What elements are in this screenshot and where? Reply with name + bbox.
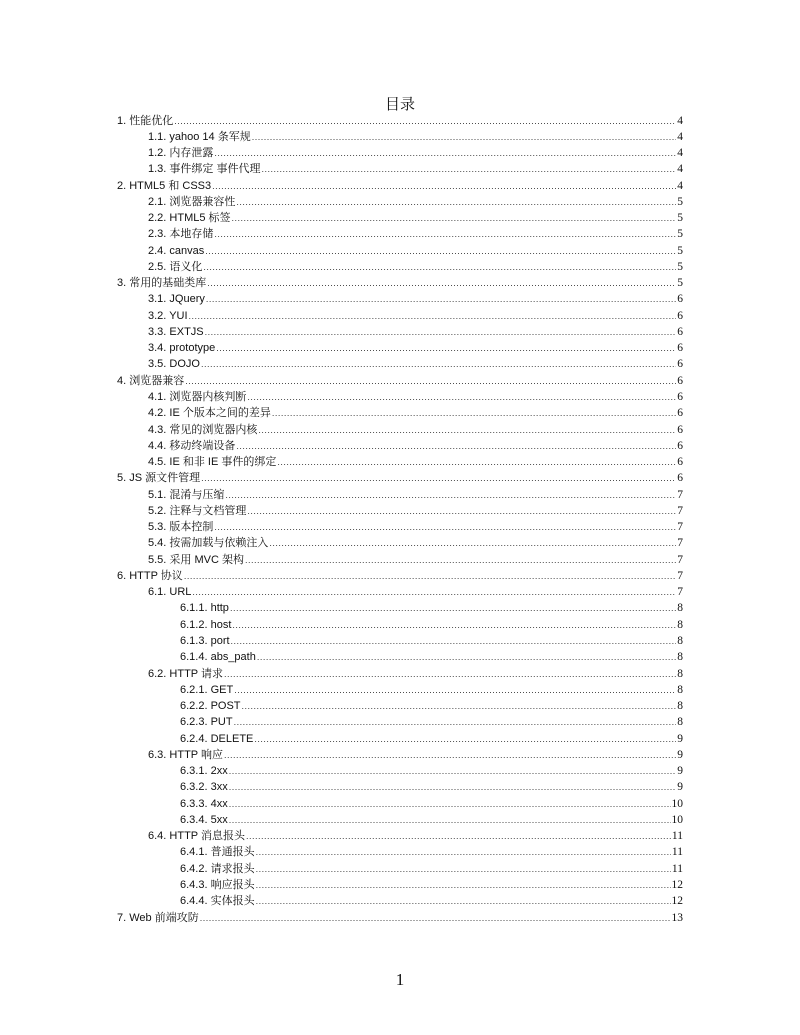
toc-entry-page: 7: [677, 537, 683, 550]
toc-entry-label: 6.3.4. 5xx: [180, 813, 228, 826]
toc-entry-label: 2.3. 本地存储: [148, 228, 214, 241]
dot-leader: [234, 714, 677, 730]
dot-leader: [174, 113, 676, 129]
toc-entry-page: 5: [677, 212, 683, 225]
toc-entry[interactable]: [117, 763, 683, 779]
toc-entry[interactable]: [117, 275, 683, 291]
toc-entry-page: 10: [671, 797, 683, 810]
toc-entry-page: 8: [677, 700, 683, 713]
toc-entry-page: 12: [671, 895, 683, 908]
toc-entry-label: 3.1. JQuery: [148, 293, 205, 306]
dot-leader: [256, 844, 671, 860]
toc-entry-label: 2.2. HTML5 标签: [148, 212, 231, 225]
toc-entry-page: 13: [671, 911, 683, 924]
toc-entry-page: 6: [677, 423, 683, 436]
toc-entry-label: 5.5. 采用 MVC 架构: [148, 553, 244, 566]
toc-entry-page: 8: [677, 667, 683, 680]
toc-entry[interactable]: [117, 356, 683, 372]
dot-leader: [185, 373, 676, 389]
toc-entry-label: 6.1.3. port: [180, 635, 230, 647]
dot-leader: [236, 194, 676, 210]
toc-entry-label: 4.4. 移动终端设备: [148, 439, 236, 452]
dot-leader: [214, 226, 676, 242]
dot-leader: [224, 666, 676, 682]
toc-entry[interactable]: [117, 129, 683, 145]
toc-entry-page: 6: [677, 439, 683, 452]
toc-entry-label: 1.1. yahoo 14 条军规: [148, 130, 251, 143]
toc-entry-label: 4.2. IE 个版本之间的差异: [148, 407, 271, 420]
toc-entry-label: 6.3.2. 3xx: [180, 781, 228, 794]
toc-entry[interactable]: [117, 568, 683, 584]
toc-entry-label: 4. 浏览器兼容: [117, 374, 185, 387]
toc-entry-label: 6.4.4. 实体报头: [180, 895, 255, 908]
dot-leader: [205, 324, 677, 340]
dot-leader: [212, 178, 676, 194]
dot-leader: [236, 438, 676, 454]
toc-entry[interactable]: [117, 324, 683, 340]
toc-entry-page: 8: [677, 635, 683, 647]
toc-entry[interactable]: [117, 714, 683, 730]
toc-entry-page: 5: [677, 195, 683, 208]
toc-entry-label: 6.2.3. PUT: [180, 716, 233, 729]
toc-entry-label: 3. 常用的基础类库: [117, 277, 207, 290]
toc-entry[interactable]: [117, 796, 683, 812]
toc-entry[interactable]: [117, 210, 683, 226]
toc-entry-page: 8: [677, 683, 683, 696]
dot-leader: [201, 470, 676, 486]
toc-entry[interactable]: [117, 535, 683, 551]
toc-entry-page: 5: [677, 228, 683, 241]
toc-entry-label: 4.1. 浏览器内核判断: [148, 391, 247, 404]
toc-entry-label: 1.2. 内存泄露: [148, 147, 214, 160]
dot-leader: [252, 129, 677, 145]
dot-leader: [254, 731, 676, 747]
toc-entry-label: 6. HTTP 协议: [117, 569, 183, 582]
toc-entry[interactable]: [117, 291, 683, 307]
dot-leader: [257, 649, 676, 665]
toc-entry-page: 4: [677, 114, 683, 127]
toc-entry[interactable]: [117, 666, 683, 682]
dot-leader: [200, 910, 671, 926]
toc-entry-page: 9: [677, 765, 683, 778]
toc-entry[interactable]: [117, 633, 683, 649]
toc-entry[interactable]: [117, 779, 683, 795]
toc-entry-page: 6: [677, 456, 683, 469]
dot-leader: [234, 682, 676, 698]
dot-leader: [214, 519, 676, 535]
toc-entry[interactable]: [117, 503, 683, 519]
toc-entry-label: 5. JS 源文件管理: [117, 472, 201, 485]
toc-entry[interactable]: [117, 405, 683, 421]
toc-entry-page: 7: [677, 553, 683, 566]
toc-entry-page: 7: [677, 586, 683, 599]
dot-leader: [229, 812, 671, 828]
toc-entry-label: 5.3. 版本控制: [148, 521, 214, 534]
toc-entry-label: 7. Web 前端攻防: [117, 911, 199, 924]
toc-entry[interactable]: [117, 698, 683, 714]
dot-leader: [184, 568, 676, 584]
dot-leader: [242, 698, 677, 714]
toc-entry-label: 6.2.2. POST: [180, 700, 241, 713]
toc-entry-page: 8: [677, 602, 683, 615]
dot-leader: [256, 893, 671, 909]
toc-entry-page: 11: [671, 862, 683, 875]
toc-entry-label: 6.3. HTTP 响应: [148, 748, 223, 761]
toc-entry[interactable]: [117, 389, 683, 405]
toc-entry[interactable]: [117, 194, 683, 210]
toc-entry-label: 6.3.3. 4xx: [180, 797, 228, 810]
toc-entry-page: 7: [677, 504, 683, 517]
toc-entry-label: 6.2.4. DELETE: [180, 732, 254, 745]
toc-entry-label: 2.4. canvas: [148, 244, 205, 257]
dot-leader: [231, 633, 677, 649]
dot-leader: [269, 535, 676, 551]
toc-entry-page: 6: [677, 374, 683, 387]
toc-entry-page: 8: [677, 618, 683, 631]
toc-entry[interactable]: [117, 243, 683, 259]
toc-entry-label: 6.1. URL: [148, 586, 192, 599]
dot-leader: [206, 291, 676, 307]
toc-entry[interactable]: [117, 877, 683, 893]
toc-entry[interactable]: [117, 178, 683, 194]
toc-entry[interactable]: [117, 422, 683, 438]
toc-entry[interactable]: [117, 649, 683, 665]
dot-leader: [216, 340, 676, 356]
dot-leader: [277, 454, 676, 470]
toc-entry[interactable]: [117, 470, 683, 486]
toc-entry-page: 7: [677, 488, 683, 501]
toc-entry-page: 6: [677, 472, 683, 485]
toc-entry-page: 8: [677, 651, 683, 664]
toc-entry[interactable]: [117, 113, 683, 129]
toc-entry-label: 6.4.2. 请求报头: [180, 862, 255, 875]
page-number: 1: [395, 970, 405, 989]
toc-entry-page: 6: [677, 407, 683, 420]
toc-entry[interactable]: [117, 308, 683, 324]
toc-entry[interactable]: [117, 828, 683, 844]
toc-title: 目录: [384, 97, 415, 113]
toc-entry[interactable]: [117, 747, 683, 763]
toc-entry-label: 6.1.4. abs_path: [180, 651, 256, 664]
toc-entry-label: 6.1.2. host: [180, 618, 232, 631]
toc-entry-page: 4: [677, 130, 683, 143]
toc-entry-page: 7: [677, 521, 683, 534]
toc-entry-page: 6: [677, 309, 683, 322]
toc-entry-page: 11: [671, 830, 683, 843]
toc-entry-label: 6.4.1. 普通报头: [180, 846, 255, 859]
dot-leader: [256, 877, 671, 893]
dot-leader: [229, 779, 677, 795]
toc-entry[interactable]: [117, 910, 683, 926]
toc-entry-page: 9: [677, 748, 683, 761]
toc-entry-label: 6.2.1. GET: [180, 683, 234, 696]
toc-entry-page: 6: [677, 293, 683, 306]
toc-entry[interactable]: [117, 731, 683, 747]
dot-leader: [258, 422, 676, 438]
toc-entry[interactable]: [117, 552, 683, 568]
dot-leader: [214, 145, 676, 161]
dot-leader: [272, 405, 676, 421]
dot-leader: [246, 828, 671, 844]
dot-leader: [232, 617, 676, 633]
toc-entry-label: 3.2. YUI: [148, 309, 188, 322]
toc-entry-page: 5: [677, 277, 683, 290]
toc-entry[interactable]: [117, 161, 683, 177]
toc-entry[interactable]: [117, 340, 683, 356]
dot-leader: [224, 747, 676, 763]
toc-entry-page: 8: [677, 716, 683, 729]
toc-entry-label: 6.3.1. 2xx: [180, 765, 228, 778]
dot-leader: [261, 161, 676, 177]
toc-entry-page: 6: [677, 325, 683, 338]
toc-entry-page: 4: [677, 179, 683, 192]
toc-entry-label: 5.1. 混淆与压缩: [148, 488, 225, 501]
dot-leader: [207, 275, 676, 291]
toc-entry-page: 9: [677, 781, 683, 794]
toc-entry-label: 4.3. 常见的浏览器内核: [148, 423, 258, 436]
dot-leader: [229, 796, 671, 812]
toc-entry-label: 6.4. HTTP 消息报头: [148, 830, 245, 843]
toc-entry-page: 9: [677, 732, 683, 745]
toc-entry[interactable]: [117, 373, 683, 389]
toc-entry-label: 3.5. DOJO: [148, 358, 200, 371]
toc-entry[interactable]: [117, 487, 683, 503]
toc-entry[interactable]: [117, 259, 683, 275]
toc-entry-label: 2. HTML5 和 CSS3: [117, 179, 212, 192]
toc-entry-label: 3.3. EXTJS: [148, 325, 204, 338]
toc-entry-label: 1.3. 事件绑定 事件代理: [148, 163, 261, 176]
toc-entry-page: 6: [677, 391, 683, 404]
toc-entry[interactable]: [117, 584, 683, 600]
dot-leader: [189, 308, 677, 324]
dot-leader: [201, 356, 676, 372]
table-of-contents: [117, 113, 683, 926]
dot-leader: [247, 389, 676, 405]
toc-entry-label: 5.2. 注释与文档管理: [148, 504, 247, 517]
toc-entry-label: 4.5. IE 和非 IE 事件的绑定: [148, 456, 277, 469]
toc-entry-label: 5.4. 按需加载与依赖注入: [148, 537, 269, 550]
dot-leader: [232, 210, 677, 226]
dot-leader: [247, 503, 676, 519]
toc-entry-label: 6.1.1. http: [180, 602, 229, 615]
toc-entry-page: 5: [677, 244, 683, 257]
toc-entry[interactable]: [117, 226, 683, 242]
toc-entry-label: 6.4.3. 响应报头: [180, 878, 255, 891]
toc-entry[interactable]: [117, 145, 683, 161]
toc-entry-page: 12: [671, 878, 683, 891]
toc-entry-page: 4: [677, 147, 683, 160]
toc-entry[interactable]: [117, 682, 683, 698]
dot-leader: [203, 259, 676, 275]
dot-leader: [256, 861, 671, 877]
toc-entry-label: 3.4. prototype: [148, 342, 216, 355]
dot-leader: [192, 584, 676, 600]
toc-entry[interactable]: [117, 600, 683, 616]
toc-entry-page: 11: [671, 846, 683, 859]
toc-entry-page: 4: [677, 163, 683, 176]
toc-entry-label: 2.1. 浏览器兼容性: [148, 195, 236, 208]
toc-entry-page: 6: [677, 342, 683, 355]
toc-entry-page: 7: [677, 569, 683, 582]
toc-entry[interactable]: [117, 893, 683, 909]
toc-entry[interactable]: [117, 617, 683, 633]
toc-entry[interactable]: [117, 454, 683, 470]
toc-entry[interactable]: [117, 438, 683, 454]
dot-leader: [205, 243, 676, 259]
toc-entry-label: 1. 性能优化: [117, 114, 174, 127]
toc-entry-page: 5: [677, 260, 683, 273]
dot-leader: [225, 487, 676, 503]
toc-entry[interactable]: [117, 844, 683, 860]
toc-entry[interactable]: [117, 812, 683, 828]
dot-leader: [245, 552, 676, 568]
toc-entry-label: 6.2. HTTP 请求: [148, 667, 223, 680]
toc-entry-page: 10: [671, 813, 683, 826]
toc-entry-label: 2.5. 语义化: [148, 260, 203, 273]
toc-entry-page: 6: [677, 358, 683, 371]
dot-leader: [230, 600, 676, 616]
dot-leader: [229, 763, 677, 779]
toc-entry[interactable]: [117, 861, 683, 877]
toc-entry[interactable]: [117, 519, 683, 535]
